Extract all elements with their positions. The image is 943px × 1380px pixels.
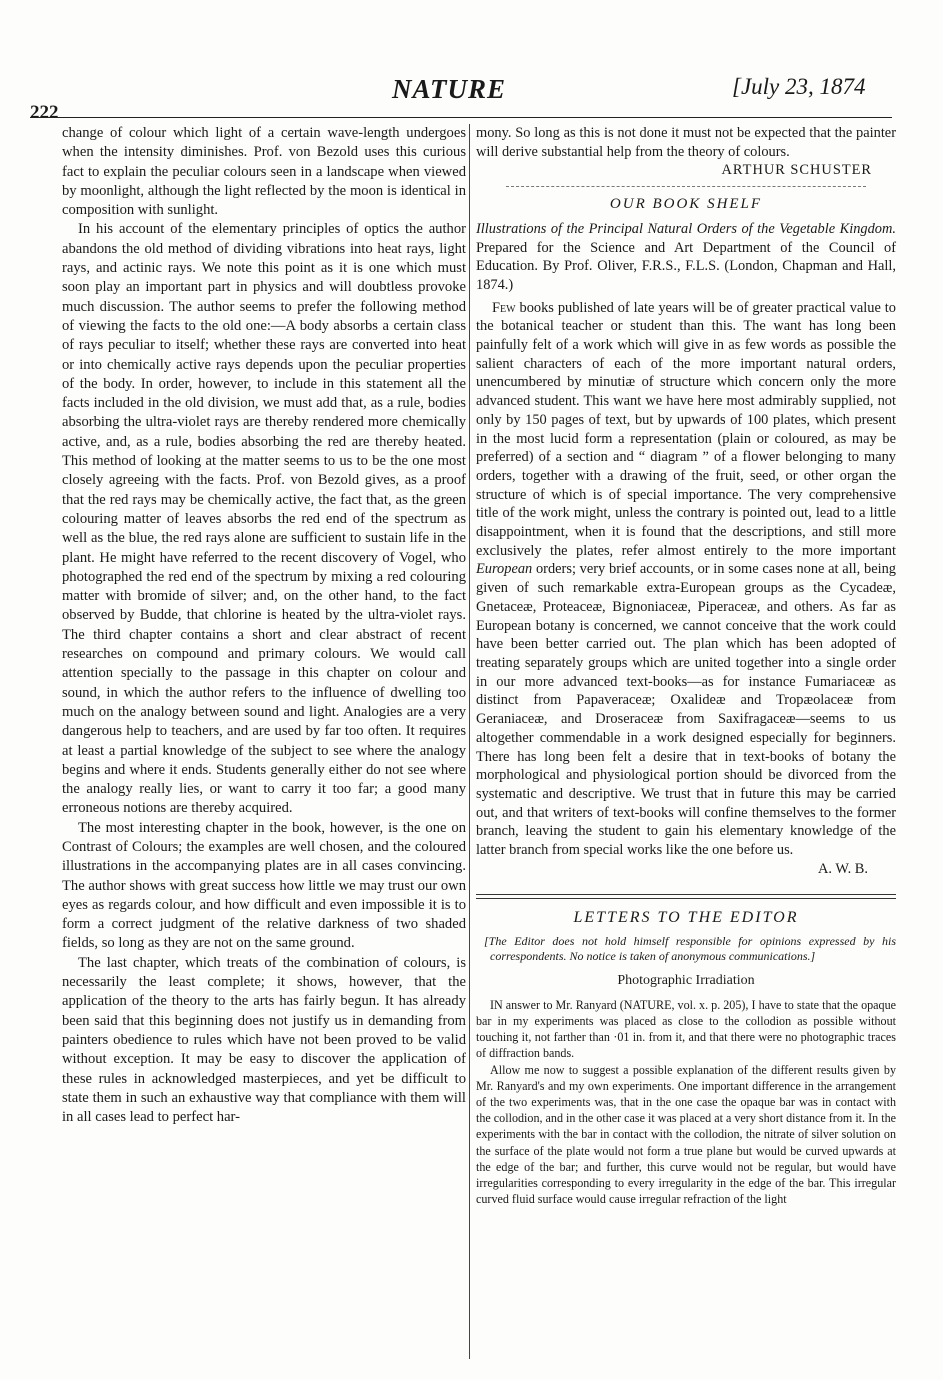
page-header: [0, 0, 943, 123]
letter-paragraph-1: IN answer to Mr. Ranyard (NATURE, vol. x. p. 205), I have to state that the opaque bar in my experiments was placed as close to the collodion as possible without touching it, not farther than ·01 in. from it, and that there were no photographic traces of diffraction bands.: [476, 997, 896, 1061]
book-details: Prepared for the Science and Art Department of the Council of Education. By Prof. Oliver, F.R.S., F.L.S. (London, Chapman and Hall, 1874.): [476, 239, 896, 293]
issue-date: [July 23, 1874: [732, 74, 866, 99]
left-paragraph-1: change of colour which light of a certain wave-length undergoes when the intensity diminishes. Prof. von Bezold uses this curious fact to explain the peculiar colours seen in a landscape when viewed by moonlight, although the light reflected by the moon is identical in composition with sunlight.: [62, 125, 466, 219]
journal-title: NATURE: [392, 74, 507, 104]
book-shelf-heading: OUR BOOK SHELF: [609, 196, 763, 213]
book-entry: [476, 220, 896, 295]
book-review-emphasis: European: [476, 561, 533, 578]
section-divider: [506, 186, 866, 187]
section-double-rule: [476, 894, 896, 899]
left-paragraph-2: In his account of the elementary principles of optics the author abandons the old method of dividing vibrations into heat rays, light rays, and actinic rays. We note this point as it is one which must soon play an important part in physics and will doubtless provoke much discussion. The author seems to prefer the following method of viewing the facts to the old one:—A body absorbs a certain class of rays peculiar to itself; whether these rays are converted into heat or into chemically active rays depends upon the peculiar properties of the body. In order, however, to include in this statement all the facts included in the old division, we must add that, as a rule, bodies absorbing the ultra-violet rays are thereby rendered more chemically active, and, as a rule, bodies absorbing the red are thereby heated. This method of looking at the matter seems to us to be the one most closely agreeing with the facts. Prof. von Bezold gives, as a proof that the red rays may be chemically active, the fact that, as the green colouring matter of leaves absorbs the red end of the spectrum as well as the blue, the red rays alone are sufficient to sustain life in the plant. He might have referred to the recent discovery of Vogel, who photographed the red end of the spectrum by mixing a red colouring matter with bromide of silver; and, on the other hand, to the fact observed by Budde, that chlorine is heated by the ultra-violet rays. The third chapter contains a short and clear abstract of recent researches on compound and primary colours. We would call attention specially to the passage in this chapter on colour and sound, in which the author refers to the influence of dwelling too much on the analogy between sound and light. Analogies are a very dangerous help to teachers, and are used by far too often. It requires at least a partial knowledge of the subject to see where the analogy begins and where it ends. Students generally either do not see where the analogy really lies, or want to carry it too far; a good many erroneous notions are thereby acquired.: [62, 221, 466, 817]
column-divider: [469, 124, 470, 1359]
letters-heading: LETTERS TO THE EDITOR: [573, 909, 799, 927]
right-column: [476, 124, 896, 1207]
header-rule: [30, 117, 892, 118]
book-review-signature: A. W. B.: [818, 860, 868, 877]
left-paragraph-3: The most interesting chapter in the book, however, is the one on Contrast of Colours; the examples are well chosen, and the coloured illustrations in the accompanying plates are in all cases convincing. The author shows with great success how little we may trust our own eyes as regards colour, and how difficult and even impossible it is to form a correct judgment of the relative darkness of two shaded fields, so long as they are not on the same ground.: [62, 819, 466, 952]
letter-title: Photographic Irradiation: [617, 973, 755, 989]
left-column: [62, 124, 466, 1127]
review-continuation: mony. So long as this is not done it must not be expected that the painter will derive substantial help from the theory of colours.: [476, 125, 896, 160]
book-review-body: [476, 299, 896, 860]
page-number: 222: [30, 102, 59, 123]
review-signature-line: [476, 161, 896, 180]
book-title: Illustrations of the Principal Natural Orders of the Vegetable Kingdom.: [476, 220, 896, 237]
review-signature: ARTHUR SCHUSTER: [721, 162, 872, 179]
letter-body: [476, 997, 896, 1208]
left-paragraph-4: The last chapter, which treats of the combination of colours, is necessarily the least complete; it shows, however, that the application of the theory to the arts has fairly begun. It has already been said that this beginning does not justify us in demanding from painters obedience to rules which have not been proved to be valid without exception. It may be easy to discover the application of these rules in acknowledged masterpieces, and yet be difficult to state them in such an exhaustive way that compliance with them will in all cases lead to perfect har-: [62, 954, 466, 1126]
book-review-part-1: books published of late years will be of greater practical value to the botanical teacher or student than this. The want has long been painfully felt of a work which will give in as few words as possible the salient characters of each of the more important natural orders, unencumbered by minutiæ of structure which concern only the more advanced student. This want we have here most admirably supplied, not only by 150 pages of text, but by upwards of 100 plates, which present in the most lucid form a representation (plain or coloured, as may be preferred) of a section and “ diagram ” of a flower belonging to many orders, together with a drawing of the fruit, seed, or other organ the structure of which is of special importance. The very comprehensive title of the work might, unless the contrary is pointed out, lead to a little disappointment, when it is found that the descriptions, and still more exclusively the plates, refer almost entirely to the more important: [476, 299, 896, 559]
lead-word: Few: [492, 299, 516, 316]
letter-paragraph-2: Allow me now to suggest a possible explanation of the different results given by Mr. Ranyard's and my own experiments. One important difference in the arrangement of the two experiments was, that in the one case the opaque bar was in contact with the collodion, and in the other case it was placed at a very short distance from it. In the experiments with the bar in contact with the collodion, the nitrate of silver solution on the surface of the plate would not form a true plane but would be curved upwards at the edge of the bar; and further, this curve would not be regular, but would have irregularities corresponding to every irregularity in the edge of the bar. This irregular curved fluid surface would cause irregular refraction of the light: [476, 1062, 896, 1207]
book-review-part-2: orders; very brief accounts, or in some cases none at all, being given of such remarkable extra-European groups as the Cycadeæ, Gnetaceæ, Proteaceæ, Bignoniaceæ, Piperaceæ, and others. As far as European botany is concerned, we cannot conceive that the work could have been better carried out. The plan which has been adopted of treating separately groups which are united together into a single order in our more advanced text-books—as for instance Fumariaceæ as distinct from Papaveraceæ; Oxalideæ and Tropæolaceæ from Geraniaceæ, and Droseraceæ from Saxifragaceæ—seems to us altogether commendable in a work designed especially for beginners. There has long been felt a desire that in text-books of botany the morphological and physiological portion should be divorced from the systematic and descriptive. We trust that in future this may be carried out, and that writers of text-books will confine themselves to the former branch, leaving the student to gain his elementary knowledge of the latter branch from special works like the one before us.: [476, 561, 896, 859]
editor-note: [The Editor does not hold himself responsible for opinions expressed by his correspondents. No notice is taken of anonymous communications.]: [484, 934, 896, 964]
